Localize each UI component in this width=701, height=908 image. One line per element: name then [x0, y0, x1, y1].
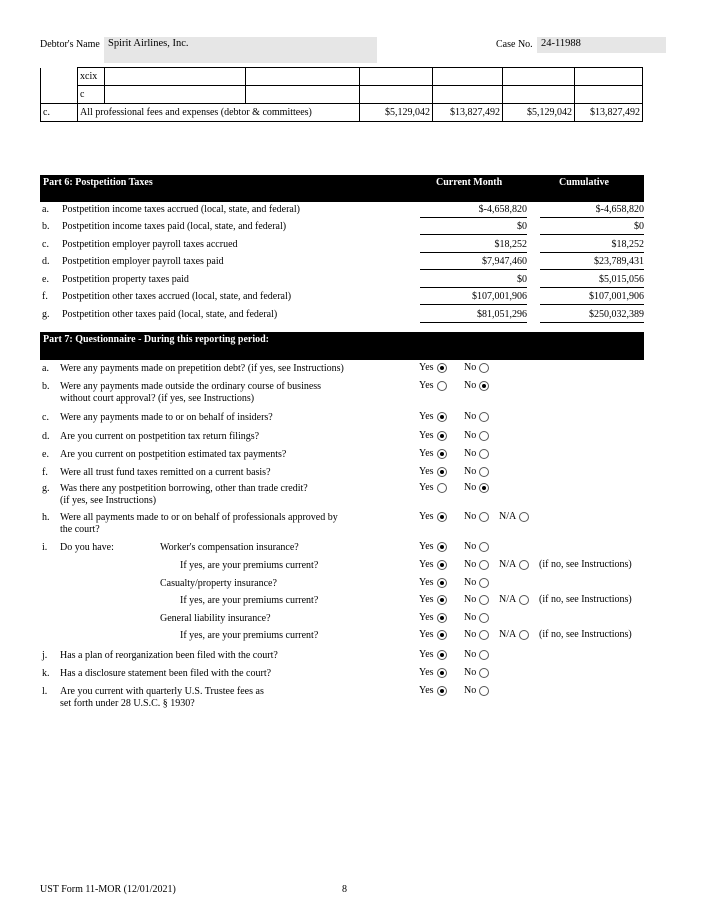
no-label: No — [464, 362, 477, 373]
no-option-c[interactable] — [464, 411, 489, 422]
table-cell — [246, 68, 360, 86]
no-label: No — [464, 594, 477, 605]
yes-option-i6[interactable] — [419, 629, 447, 640]
yes-option-i2[interactable] — [419, 559, 447, 570]
na-option-i6[interactable] — [499, 629, 529, 640]
tax-row-letter: f. — [42, 291, 48, 302]
yes-radio[interactable] — [437, 483, 447, 493]
question-text-f — [60, 467, 271, 479]
na-label: N/A — [499, 594, 517, 605]
yes-label: Yes — [419, 430, 434, 441]
question-text-e — [60, 449, 286, 461]
yes-label: Yes — [419, 612, 434, 623]
no-radio[interactable] — [479, 560, 489, 570]
yes-option-i4[interactable] — [419, 594, 447, 605]
yes-option-b[interactable] — [419, 380, 447, 391]
part7-title: Part 7: Questionnaire - During this reporting period: — [43, 334, 270, 345]
yes-radio[interactable] — [437, 542, 447, 552]
yes-label: Yes — [419, 594, 434, 605]
no-label: No — [464, 466, 477, 477]
no-label: No — [464, 511, 477, 522]
underline — [540, 269, 644, 270]
no-label: No — [464, 482, 477, 493]
no-option-h[interactable] — [464, 511, 489, 522]
yes-radio[interactable] — [437, 431, 447, 441]
na-label: N/A — [499, 559, 517, 570]
yes-radio[interactable] — [437, 363, 447, 373]
no-option-i6[interactable] — [464, 629, 489, 640]
yes-radio[interactable] — [437, 449, 447, 459]
no-label: No — [464, 380, 477, 391]
tax-current-month: $0 — [517, 221, 527, 232]
tax-row-letter: d. — [42, 256, 50, 267]
question-line: Has a disclosure statement been filed with the court? — [60, 668, 272, 679]
table-cell — [41, 68, 78, 86]
tax-row-label: Postpetition income taxes paid (local, state, and federal) — [62, 221, 287, 232]
yes-radio[interactable] — [437, 613, 447, 623]
question-line: the court? — [60, 524, 100, 535]
no-option-f[interactable] — [464, 466, 489, 477]
yes-option-f[interactable] — [419, 466, 447, 477]
tax-current-month: $107,001,906 — [472, 291, 527, 302]
no-radio[interactable] — [479, 512, 489, 522]
yes-label: Yes — [419, 380, 434, 391]
question-letter: k. — [42, 668, 50, 679]
part7-header — [40, 332, 644, 360]
na-label: N/A — [499, 511, 517, 522]
question-line: Are you current on postpetition tax return filings? — [60, 431, 260, 442]
tax-row-label: Postpetition employer payroll taxes accrued — [62, 239, 238, 250]
total-value: $5,129,042 — [503, 104, 575, 122]
no-radio[interactable] — [479, 431, 489, 441]
case-no-field: 24-11988 — [537, 37, 666, 53]
yes-option-d[interactable] — [419, 430, 447, 441]
question-letter: i. — [42, 542, 48, 553]
question-line: Were any payments made outside the ordinary course of business — [60, 381, 322, 392]
no-label: No — [464, 629, 477, 640]
no-option-d[interactable] — [464, 430, 489, 441]
question-letter: g. — [42, 483, 50, 494]
table-cell-index: xcix — [78, 68, 105, 86]
yes-label: Yes — [419, 362, 434, 373]
no-label: No — [464, 559, 477, 570]
question-line: If yes, are your premiums current? — [180, 560, 319, 571]
question-text-b — [60, 381, 321, 405]
tax-cumulative: $250,032,389 — [589, 309, 644, 320]
question-line: Are you current on postpetition estimated tax payments? — [60, 449, 287, 460]
underline — [540, 304, 644, 305]
question-text-l — [60, 686, 264, 710]
total-letter: c. — [41, 104, 78, 122]
question-text-j — [60, 650, 278, 662]
debtor-name-label: Debtor's Name — [40, 39, 100, 50]
underline — [420, 252, 527, 253]
no-radio[interactable] — [479, 630, 489, 640]
question-line: Were any payments made on prepetition debt? (if yes, see Instructions) — [60, 363, 344, 374]
underline — [420, 304, 527, 305]
yes-radio[interactable] — [437, 630, 447, 640]
question-line: Were any payments made to or on behalf of insiders? — [60, 412, 273, 423]
no-radio[interactable] — [479, 449, 489, 459]
question-letter: b. — [42, 381, 50, 392]
question-letter: l. — [42, 686, 48, 697]
underline — [540, 217, 644, 218]
yes-option-k[interactable] — [419, 667, 447, 678]
no-label: No — [464, 430, 477, 441]
no-radio[interactable] — [479, 363, 489, 373]
yes-option-l[interactable] — [419, 685, 447, 696]
na-option-i2[interactable] — [499, 559, 529, 570]
table-cell — [360, 86, 433, 104]
total-row — [41, 104, 643, 122]
yes-option-e[interactable] — [419, 448, 447, 459]
underline — [420, 234, 527, 235]
professional-fees-table — [40, 67, 643, 122]
question-text-a — [60, 363, 344, 375]
debtor-name-field: Spirit Airlines, Inc. — [104, 37, 377, 63]
question-text-i2 — [180, 560, 318, 572]
underline — [540, 287, 644, 288]
part6-header — [40, 175, 644, 202]
yes-radio[interactable] — [437, 578, 447, 588]
if-no-note: (if no, see Instructions) — [539, 559, 632, 570]
no-radio[interactable] — [479, 613, 489, 623]
table-cell-index: c — [78, 86, 105, 104]
tax-row-label: Postpetition income taxes accrued (local, state, and federal) — [62, 204, 300, 215]
yes-option-a[interactable] — [419, 362, 447, 373]
tax-row-label: Postpetition other taxes paid (local, state, and federal) — [62, 309, 278, 320]
tax-row-letter: a. — [42, 204, 49, 215]
no-label: No — [464, 411, 477, 422]
no-label: No — [464, 448, 477, 459]
question-text-i6 — [180, 630, 318, 642]
tax-row-letter: c. — [42, 239, 49, 250]
question-text-i — [60, 542, 114, 554]
question-text-k — [60, 668, 271, 680]
underline — [540, 252, 644, 253]
question-text-i1 — [160, 542, 299, 554]
no-option-l[interactable] — [464, 685, 489, 696]
yes-label: Yes — [419, 482, 434, 493]
yes-label: Yes — [419, 685, 434, 696]
na-option-i4[interactable] — [499, 594, 529, 605]
col-cumulative: Cumulative — [559, 177, 609, 188]
yes-radio[interactable] — [437, 512, 447, 522]
no-option-g[interactable] — [464, 482, 489, 493]
col-current-month: Current Month — [436, 177, 503, 188]
tax-row-letter: e. — [42, 274, 49, 285]
yes-radio[interactable] — [437, 595, 447, 605]
underline — [420, 269, 527, 270]
na-radio[interactable] — [519, 560, 529, 570]
if-no-note: (if no, see Instructions) — [539, 594, 632, 605]
question-text-i4 — [180, 595, 318, 607]
no-option-i2[interactable] — [464, 559, 489, 570]
question-letter: e. — [42, 449, 49, 460]
no-option-i5[interactable] — [464, 612, 489, 623]
question-letter: f. — [42, 467, 48, 478]
yes-option-h[interactable] — [419, 511, 447, 522]
total-label: All professional fees and expenses (debtor & committees) — [78, 104, 360, 122]
question-line: If yes, are your premiums current? — [180, 630, 319, 641]
yes-label: Yes — [419, 448, 434, 459]
no-radio[interactable] — [479, 483, 489, 493]
no-radio[interactable] — [479, 595, 489, 605]
table-cell — [41, 86, 78, 104]
total-value: $13,827,492 — [433, 104, 503, 122]
na-option-h[interactable] — [499, 511, 529, 522]
question-line: Were all payments made to or on behalf of professionals approved by — [60, 512, 338, 523]
underline — [420, 287, 527, 288]
form-number: UST Form 11-MOR (12/01/2021) — [40, 884, 176, 895]
tax-current-month: $7,947,460 — [482, 256, 527, 267]
tax-row-letter: b. — [42, 221, 50, 232]
question-line: without court approval? (if yes, see Instructions) — [60, 393, 255, 404]
yes-label: Yes — [419, 649, 434, 660]
underline — [420, 322, 527, 323]
question-line: Was there any postpetition borrowing, other than trade credit? — [60, 483, 308, 494]
yes-radio[interactable] — [437, 412, 447, 422]
total-value: $13,827,492 — [575, 104, 643, 122]
no-option-i3[interactable] — [464, 577, 489, 588]
no-option-i1[interactable] — [464, 541, 489, 552]
tax-row-label: Postpetition other taxes accrued (local, state, and federal) — [62, 291, 292, 302]
no-radio[interactable] — [479, 381, 489, 391]
na-label: N/A — [499, 629, 517, 640]
no-option-e[interactable] — [464, 448, 489, 459]
yes-label: Yes — [419, 667, 434, 678]
no-label: No — [464, 577, 477, 588]
yes-option-i3[interactable] — [419, 577, 447, 588]
yes-label: Yes — [419, 511, 434, 522]
question-letter: d. — [42, 431, 50, 442]
question-line: Worker's compensation insurance? — [160, 542, 299, 553]
table-cell — [433, 86, 503, 104]
table-cell — [575, 68, 643, 86]
no-radio[interactable] — [479, 542, 489, 552]
tax-cumulative: $0 — [634, 221, 644, 232]
question-line: General liability insurance? — [160, 613, 271, 624]
yes-radio[interactable] — [437, 467, 447, 477]
tax-cumulative: $-4,658,820 — [595, 204, 644, 215]
yes-radio[interactable] — [437, 560, 447, 570]
no-option-i4[interactable] — [464, 594, 489, 605]
tax-current-month: $81,051,296 — [477, 309, 527, 320]
na-radio[interactable] — [519, 630, 529, 640]
tax-current-month: $18,252 — [494, 239, 527, 250]
page-number: 8 — [342, 884, 347, 895]
question-letter: j. — [42, 650, 48, 661]
yes-option-j[interactable] — [419, 649, 447, 660]
question-line: Are you current with quarterly U.S. Trustee fees as — [60, 686, 264, 697]
yes-option-i1[interactable] — [419, 541, 447, 552]
question-line: Do you have: — [60, 542, 114, 553]
question-text-i5 — [160, 613, 271, 625]
yes-radio[interactable] — [437, 668, 447, 678]
yes-radio[interactable] — [437, 686, 447, 696]
underline — [540, 234, 644, 235]
no-radio[interactable] — [479, 467, 489, 477]
question-text-d — [60, 431, 259, 443]
no-label: No — [464, 667, 477, 678]
question-line: Has a plan of reorganization been filed with the court? — [60, 650, 278, 661]
tax-current-month: $-4,658,820 — [478, 204, 527, 215]
table-cell — [503, 68, 575, 86]
yes-option-c[interactable] — [419, 411, 447, 422]
yes-label: Yes — [419, 629, 434, 640]
table-cell — [503, 86, 575, 104]
no-option-a[interactable] — [464, 362, 489, 373]
table-cell — [433, 68, 503, 86]
no-option-j[interactable] — [464, 649, 489, 660]
tax-cumulative: $18,252 — [611, 239, 644, 250]
table-row — [41, 86, 643, 104]
no-radio[interactable] — [479, 650, 489, 660]
yes-label: Yes — [419, 466, 434, 477]
part6-title: Part 6: Postpetition Taxes — [43, 177, 153, 188]
yes-option-i5[interactable] — [419, 612, 447, 623]
question-line: set forth under 28 U.S.C. § 1930? — [60, 698, 195, 709]
yes-option-g[interactable] — [419, 482, 447, 493]
table-cell — [246, 86, 360, 104]
no-label: No — [464, 649, 477, 660]
question-text-i3 — [160, 578, 277, 590]
no-label: No — [464, 612, 477, 623]
question-letter: c. — [42, 412, 49, 423]
na-radio[interactable] — [519, 595, 529, 605]
table-cell — [105, 68, 246, 86]
tax-row-letter: g. — [42, 309, 50, 320]
total-value: $5,129,042 — [360, 104, 433, 122]
no-radio[interactable] — [479, 578, 489, 588]
table-cell — [105, 86, 246, 104]
table-cell — [360, 68, 433, 86]
tax-row-label: Postpetition property taxes paid — [62, 274, 189, 285]
table-row — [41, 68, 643, 86]
tax-cumulative: $5,015,056 — [599, 274, 644, 285]
underline — [540, 322, 644, 323]
question-line: Were all trust fund taxes remitted on a current basis? — [60, 467, 271, 478]
question-text-h — [60, 512, 338, 536]
no-option-k[interactable] — [464, 667, 489, 678]
table-cell — [575, 86, 643, 104]
no-radio[interactable] — [479, 668, 489, 678]
yes-label: Yes — [419, 411, 434, 422]
question-letter: h. — [42, 512, 50, 523]
underline — [420, 217, 527, 218]
question-text-c — [60, 412, 273, 424]
no-option-b[interactable] — [464, 380, 489, 391]
case-no-label: Case No. — [496, 39, 533, 50]
question-line: (if yes, see Instructions) — [60, 495, 157, 506]
no-radio[interactable] — [479, 412, 489, 422]
yes-radio[interactable] — [437, 381, 447, 391]
question-line: If yes, are your premiums current? — [180, 595, 319, 606]
yes-radio[interactable] — [437, 650, 447, 660]
question-letter: a. — [42, 363, 49, 374]
no-label: No — [464, 685, 477, 696]
if-no-note: (if no, see Instructions) — [539, 629, 632, 640]
tax-cumulative: $23,789,431 — [594, 256, 644, 267]
tax-current-month: $0 — [517, 274, 527, 285]
question-text-g — [60, 483, 308, 507]
yes-label: Yes — [419, 541, 434, 552]
tax-cumulative: $107,001,906 — [589, 291, 644, 302]
tax-row-label: Postpetition employer payroll taxes paid — [62, 256, 224, 267]
no-radio[interactable] — [479, 686, 489, 696]
na-radio[interactable] — [519, 512, 529, 522]
yes-label: Yes — [419, 577, 434, 588]
question-line: Casualty/property insurance? — [160, 578, 277, 589]
no-label: No — [464, 541, 477, 552]
yes-label: Yes — [419, 559, 434, 570]
